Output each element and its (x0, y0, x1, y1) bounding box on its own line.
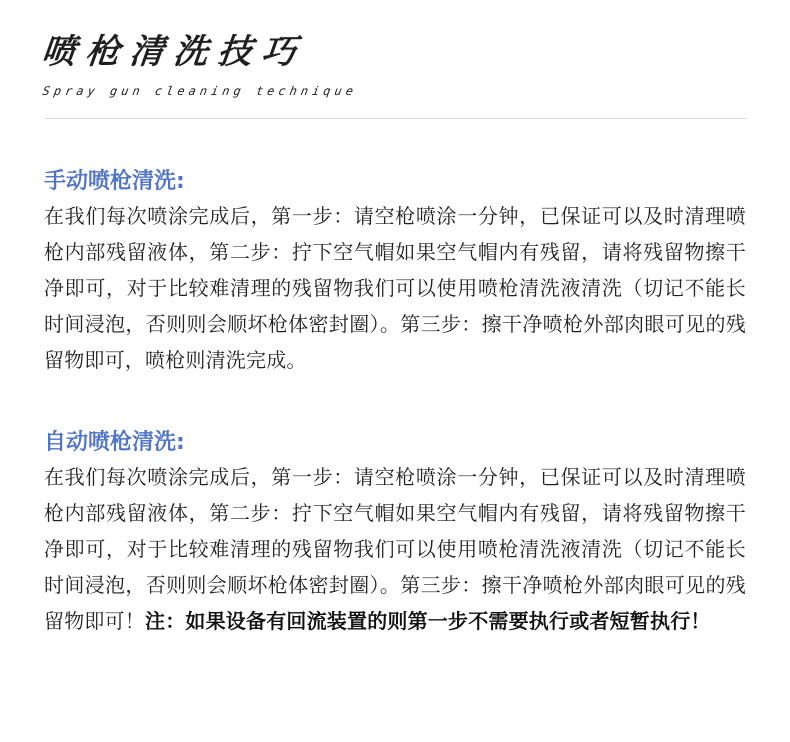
automatic-cleaning-body: 在我们每次喷涂完成后，第一步：请空枪喷涂一分钟，已保证可以及时清理喷枪内部残留液体，第二步：拧下空气帽如果空气帽内有残留，请将残留物擦干净即可，对于比较难清理的残留物我们可以使用喷枪清洗液清洗（切记不能长时间浸泡，否则则会顺坏枪体密封圈）。第三步：擦干净喷枪外部肉眼可见的残留物即可！ (44, 465, 746, 633)
automatic-cleaning-section (44, 427, 746, 639)
header-divider (44, 118, 746, 119)
automatic-cleaning-paragraph (44, 459, 746, 639)
automatic-cleaning-title: 自动喷枪清洗: (44, 430, 185, 455)
manual-cleaning-body: 在我们每次喷涂完成后，第一步：请空枪喷涂一分钟，已保证可以及时清理喷枪内部残留液体，第二步：拧下空气帽如果空气帽内有残留，请将残留物擦干净即可，对于比较难清理的残留物我们可以使用喷枪清洗液清洗（切记不能长时间浸泡，否则则会顺坏枪体密封圈）。第三步：擦干净喷枪外部肉眼可见的残留物即可，喷枪则清洗完成。 (44, 204, 746, 372)
page-header (39, 30, 746, 98)
automatic-cleaning-note: 注：如果设备有回流装置的则第一步不需要执行或者短暂执行！ (145, 609, 711, 633)
page-title: 喷枪清洗技巧 (39, 32, 308, 72)
manual-cleaning-section (44, 166, 746, 378)
page-subtitle: Spray gun cleaning technique (41, 84, 359, 98)
manual-cleaning-title: 手动喷枪清洗: (44, 169, 185, 194)
